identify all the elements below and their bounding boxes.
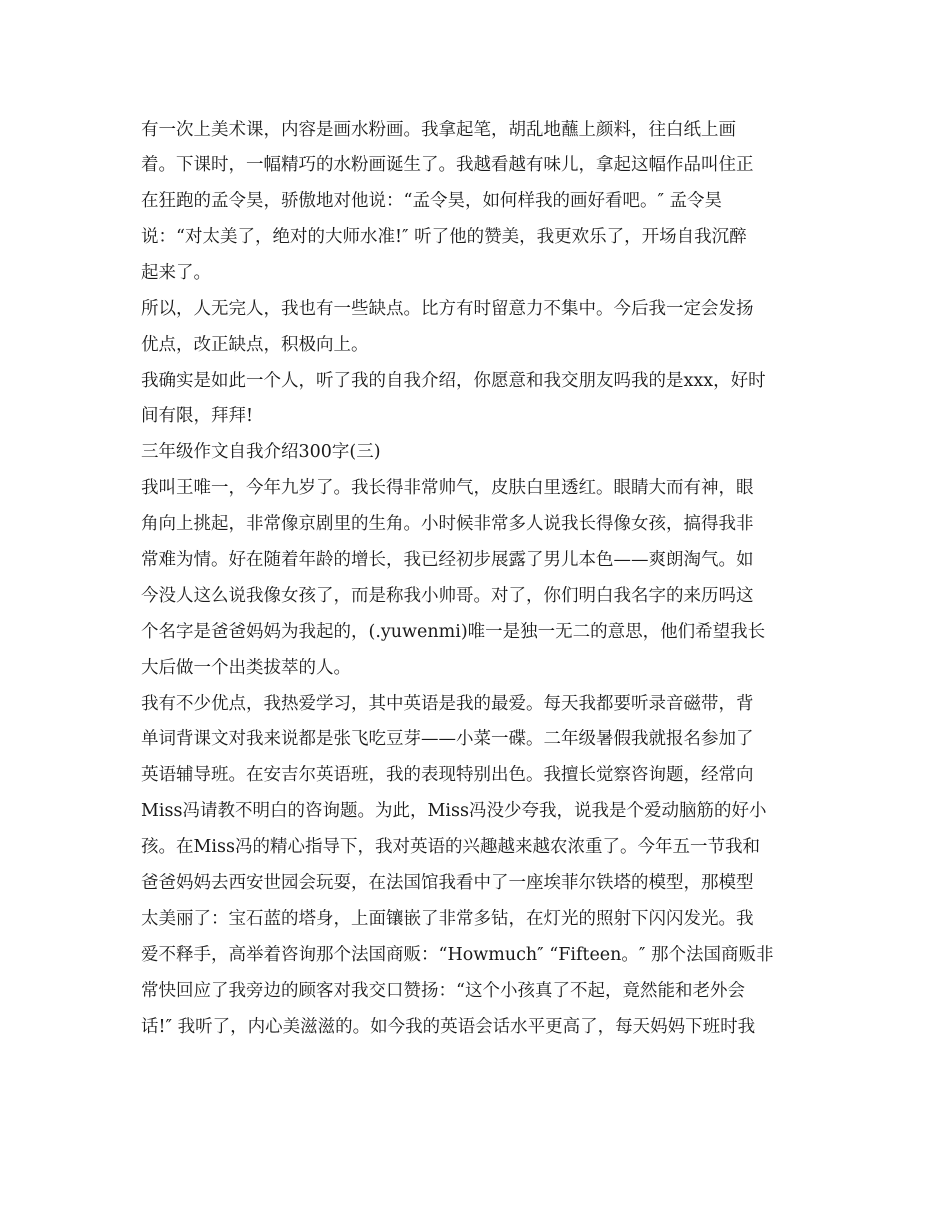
text-line: 着。下课时，一幅精巧的水粉画诞生了。我越看越有味儿，拿起这幅作品叫住正 bbox=[141, 155, 754, 175]
text-line: 起来了。 bbox=[141, 263, 211, 283]
text-line: 在狂跑的孟令昊，骄傲地对他说：“孟令昊，如何样我的画好看吧。″ 孟令昊 bbox=[141, 191, 723, 211]
text-line: 有一次上美术课，内容是画水粉画。我拿起笔，胡乱地蘸上颜料，往白纸上画 bbox=[141, 120, 736, 140]
text-line: 间有限，拜拜! bbox=[141, 406, 254, 426]
text-line: 个名字是爸爸妈妈为我起的，(.yuwenmi)唯一是独一无二的意思，他们希望我长 bbox=[141, 622, 766, 642]
section-heading: 三年级作文自我介绍300字(三) bbox=[141, 442, 381, 462]
text-line: 我有不少优点，我热爱学习，其中英语是我的最爱。每天我都要听录音磁带，背 bbox=[141, 694, 754, 714]
text-line: 常难为情。好在随着年龄的增长，我已经初步展露了男儿本色——爽朗淘气。如 bbox=[141, 550, 754, 570]
text-line: 英语辅导班。在安吉尔英语班，我的表现特别出色。我擅长觉察咨询题，经常向 bbox=[141, 765, 754, 785]
text-line: 常快回应了我旁边的顾客对我交口赞扬：“这个小孩真了不起，竟然能和老外会 bbox=[141, 981, 745, 1001]
text-line: 我确实是如此一个人，听了我的自我介绍，你愿意和我交朋友吗我的是xxx，好时 bbox=[141, 371, 766, 391]
text-line: 孩。在Miss冯的精心指导下，我对英语的兴趣越来越农浓重了。今年五一节我和 bbox=[141, 837, 760, 857]
text-line: 大后做一个出类拔萃的人。 bbox=[141, 658, 351, 678]
text-line: 说：“对太美了，绝对的大师水准!″ 听了他的赞美，我更欢乐了，开场自我沉醉 bbox=[141, 227, 747, 247]
text-line: Miss冯请教不明白的咨询题。为此，Miss冯没少夸我，说我是个爱动脑筋的好小 bbox=[141, 801, 767, 821]
text-line: 优点，改正缺点，积极向上。 bbox=[141, 335, 369, 355]
text-line: 太美丽了：宝石蓝的塔身，上面镶嵌了非常多钻，在灯光的照射下闪闪发光。我 bbox=[141, 909, 754, 929]
text-line: 爱不释手，高举着咨询那个法国商贩：“Howmuch″ “Fifteen。″ 那个法国商贩非 bbox=[141, 945, 774, 965]
text-line: 我叫王唯一，今年九岁了。我长得非常帅气，皮肤白里透红。眼睛大而有神，眼 bbox=[141, 478, 754, 498]
text-line: 角向上挑起，非常像京剧里的生角。小时候非常多人说我长得像女孩，搞得我非 bbox=[141, 514, 754, 534]
text-line: 单词背课文对我来说都是张飞吃豆芽——小菜一碟。二年级暑假我就报名参加了 bbox=[141, 729, 754, 749]
text-line: 话!″ 我听了，内心美滋滋的。如今我的英语会话水平更高了，每天妈妈下班时我 bbox=[141, 1017, 756, 1037]
text-line: 所以，人无完人，我也有一些缺点。比方有时留意力不集中。今后我一定会发扬 bbox=[141, 299, 754, 319]
text-line: 今没人这么说我像女孩了，而是称我小帅哥。对了，你们明白我名字的来历吗这 bbox=[141, 586, 754, 606]
text-line: 爸爸妈妈去西安世园会玩耍，在法国馆我看中了一座埃菲尔铁塔的模型，那模型 bbox=[141, 873, 754, 893]
